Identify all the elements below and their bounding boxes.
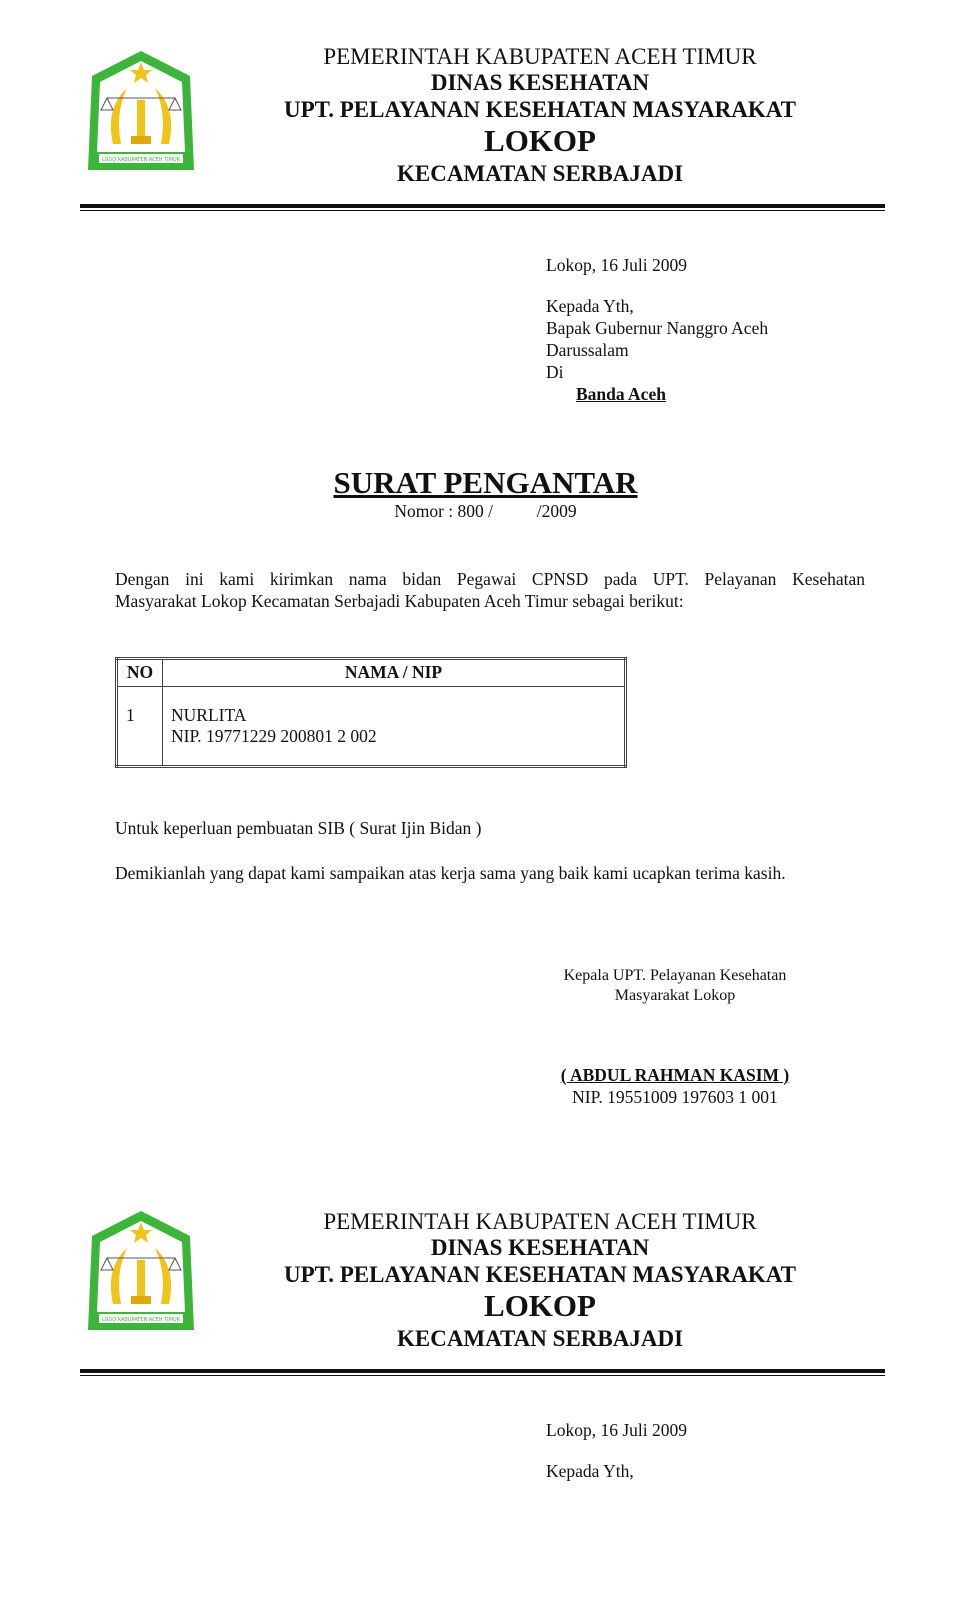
letterhead-location: LOKOP: [484, 1288, 596, 1324]
recipient-name-line1: Bapak Gubernur Nanggro Aceh: [546, 318, 769, 338]
intro-paragraph: [115, 568, 865, 612]
letter-number: Nomor : 800 / /2009: [394, 501, 577, 521]
letterhead-divider: [80, 204, 885, 211]
signature-block: [530, 1064, 820, 1108]
letterhead-government: PEMERINTAH KABUPATEN ACEH TIMUR: [323, 44, 757, 69]
recipient-block: [546, 295, 768, 405]
letterhead-department: DINAS KESEHATAN: [430, 70, 650, 96]
signatory-nip: NIP. 19551009 197603 1 001: [572, 1087, 778, 1107]
letterhead-government: PEMERINTAH KABUPATEN ACEH TIMUR: [323, 1209, 757, 1234]
recipient-city: Banda Aceh: [576, 384, 666, 404]
recipient-di: Di: [546, 362, 564, 382]
purpose-text: Untuk keperluan pembuatan SIB ( Surat Ijin Bidan ): [115, 818, 482, 838]
letterhead-unit: UPT. PELAYANAN KESEHATAN MASYARAKAT: [283, 96, 797, 122]
signature-title-line2: Masyarakat Lokop: [614, 987, 736, 1004]
col-no-header: NO: [117, 659, 163, 687]
signature-title-line1: Kepala UPT. Pelayanan Kesehatan: [563, 967, 787, 984]
table-row: [117, 687, 626, 767]
row-nip: NIP. 19771229 200801 2 002: [171, 726, 377, 746]
svg-text:LOGO KABUPATEN ACEH TIMUR: LOGO KABUPATEN ACEH TIMUR: [101, 1317, 181, 1323]
col-name-header: NAMA / NIP: [163, 659, 626, 687]
letterhead-unit: UPT. PELAYANAN KESEHATAN MASYARAKAT: [283, 1261, 797, 1287]
letterhead-location: LOKOP: [484, 123, 596, 159]
letterhead-department: DINAS KESEHATAN: [430, 1235, 650, 1261]
row-number: 1: [117, 687, 163, 767]
place-date-page2: Lokop, 16 Juli 2009: [546, 1420, 687, 1440]
employee-table: [115, 657, 627, 768]
regency-emblem-icon: [85, 1208, 197, 1334]
row-name: NURLITA: [171, 705, 247, 725]
recipient-salutation: Kepada Yth,: [546, 296, 634, 316]
svg-text:LOGO KABUPATEN ACEH TIMUR: LOGO KABUPATEN ACEH TIMUR: [101, 157, 181, 163]
regency-logo-page2: [85, 1208, 197, 1334]
regency-emblem-icon: [85, 48, 197, 174]
intro-line-1: Dengan ini kami kirimkan nama bidan Pegawai CPNSD pada UPT. Pelayanan Kesehatan: [115, 569, 865, 589]
letter-title: SURAT PENGANTAR: [333, 465, 638, 500]
regency-logo: [85, 48, 197, 174]
signature-title: [530, 966, 820, 1006]
row-person: [163, 687, 626, 767]
table-header-row: [117, 659, 626, 687]
letterhead-district: KECAMATAN SERBAJADI: [396, 1325, 684, 1351]
letterhead-district: KECAMATAN SERBAJADI: [396, 160, 684, 186]
letterhead-divider-page2: [80, 1369, 885, 1376]
recipient-salutation-page2: Kepada Yth,: [546, 1461, 634, 1481]
recipient-name-line2: Darussalam: [546, 340, 629, 360]
closing-text: Demikianlah yang dapat kami sampaikan atas kerja sama yang baik kami ucapkan terima kasih.: [115, 863, 786, 883]
signatory-name: ( ABDUL RAHMAN KASIM ): [560, 1065, 790, 1085]
letterhead: [225, 44, 855, 187]
intro-line-2: Masyarakat Lokop Kecamatan Serbajadi Kabupaten Aceh Timur sebagai berikut:: [115, 591, 684, 611]
place-date: Lokop, 16 Juli 2009: [546, 255, 687, 275]
letterhead-page2: [225, 1209, 855, 1352]
